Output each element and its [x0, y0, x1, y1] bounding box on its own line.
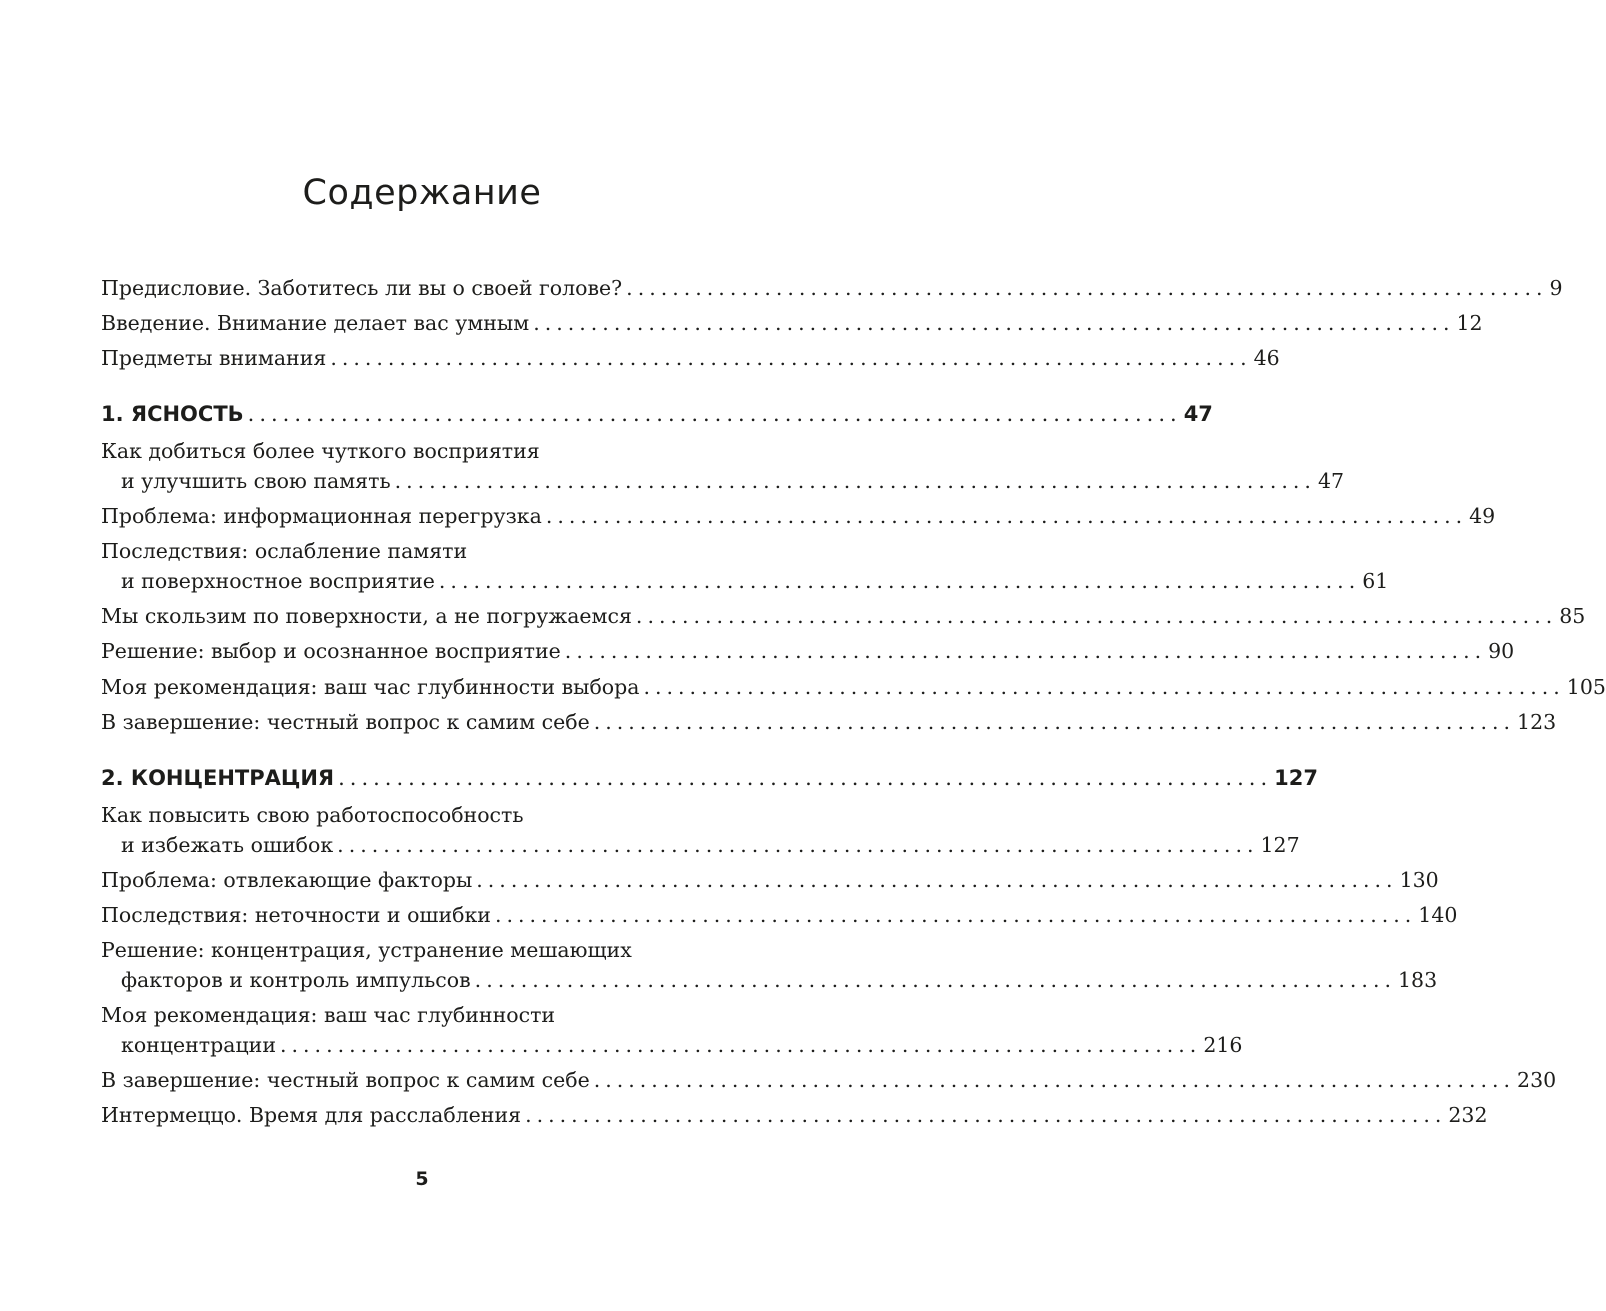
toc-entry-title-line1: Моя рекомендация: ваш час глубинности [101, 1003, 556, 1027]
dot-leader: ................................................................................ [338, 766, 1273, 790]
toc-entry-page: 85 [1559, 604, 1586, 628]
toc-entry-title: В завершение: честный вопрос к самим себе [101, 710, 590, 734]
dot-leader: ................................................................................ [247, 402, 1182, 426]
toc-entry-page: 230 [1517, 1068, 1557, 1092]
toc-entry-title: и улучшить свою память [121, 469, 391, 493]
dot-leader: ................................................................................ [330, 346, 1252, 370]
toc-entry-title: Проблема: информационная перегрузка [101, 504, 542, 528]
toc-entry-page: 49 [1469, 504, 1496, 528]
toc-entry [101, 436, 1345, 496]
dot-leader: ................................................................................ [337, 833, 1259, 857]
dot-leader: ................................................................................ [593, 710, 1516, 734]
toc-entry-page: 183 [1397, 968, 1438, 992]
toc-entry-title: и поверхностное восприятие [121, 569, 435, 593]
section-page: 127 [1274, 766, 1318, 790]
dot-leader: ................................................................................ [280, 1033, 1202, 1057]
toc-entry-page: 46 [1253, 346, 1280, 370]
toc-entry-title: Введение. Внимание делает вас умным [101, 311, 530, 335]
toc-entry-title: Предисловие. Заботитесь ли вы о своей голове? [101, 276, 623, 300]
toc-entry [101, 672, 1606, 702]
dot-leader: ................................................................................ [643, 675, 1565, 699]
section-title: 2. КОНЦЕНТРАЦИЯ [101, 766, 335, 790]
toc-entry-page: 232 [1448, 1103, 1488, 1127]
toc-entry-title: Проблема: отвлекающие факторы [101, 868, 473, 892]
toc-section-heading [101, 399, 1213, 429]
toc-entry [101, 865, 1439, 895]
toc-entry-page: 123 [1517, 710, 1557, 734]
toc-entry [101, 900, 1458, 930]
toc-entry-page: 105 [1566, 675, 1606, 699]
section-title: 1. ЯСНОСТЬ [101, 402, 244, 426]
toc-entry-title: концентрации [121, 1033, 276, 1057]
toc-entry-title: Моя рекомендация: ваш час глубинности выбора [101, 675, 640, 699]
toc-entry-page: 47 [1317, 469, 1345, 493]
toc-entry-page: 130 [1399, 868, 1439, 892]
dot-leader: ................................................................................ [438, 569, 1361, 593]
toc-entry-title-line1: Решение: концентрация, устранение мешающих [101, 938, 632, 962]
toc-entry-title: Решение: выбор и осознанное восприятие [101, 639, 561, 663]
dot-leader: ................................................................................ [564, 639, 1487, 663]
toc-entry-title: Интермеццо. Время для расслабления [101, 1103, 522, 1127]
toc-entry [101, 601, 1586, 631]
dot-leader: ................................................................................ [476, 868, 1398, 892]
toc-entry-title: Последствия: неточности и ошибки [101, 903, 491, 927]
toc-entry-title: и избежать ошибок [121, 833, 334, 857]
dot-leader: ................................................................................ [635, 604, 1558, 628]
page-title: Содержание [302, 173, 542, 213]
dot-leader: ................................................................................ [525, 1103, 1447, 1127]
dot-leader: ................................................................................ [593, 1068, 1516, 1092]
toc-entry-title: В завершение: честный вопрос к самим себе [101, 1068, 590, 1092]
dot-leader: ................................................................................ [474, 968, 1396, 992]
toc-entry [101, 935, 1438, 995]
dot-leader: ................................................................................ [533, 311, 1455, 335]
toc-entry [101, 800, 1300, 860]
toc-entry [101, 343, 1280, 373]
toc-entry [101, 1000, 1243, 1060]
toc-entry-page: 127 [1260, 833, 1300, 857]
dot-leader: ................................................................................ [545, 504, 1468, 528]
dot-leader: ................................................................................ [494, 903, 1417, 927]
toc-entry-title: Предметы внимания [101, 346, 327, 370]
toc-entry-title-line1: Последствия: ослабление памяти [101, 539, 468, 563]
toc-entry [101, 1100, 1488, 1130]
toc-entry [101, 1065, 1557, 1095]
toc-entry-page: 61 [1362, 569, 1389, 593]
toc-entry-title-line1: Как повысить свою работоспособность [101, 803, 524, 827]
toc-section-heading [101, 763, 1318, 793]
toc-entry-page: 140 [1418, 903, 1458, 927]
toc-entry [101, 501, 1496, 531]
page-number: 5 [415, 1168, 429, 1190]
toc-entry-page: 90 [1488, 639, 1515, 663]
toc-entry [101, 308, 1483, 338]
toc-entry-title-line1: Как добиться более чуткого восприятия [101, 439, 540, 463]
toc-entry-page: 9 [1549, 276, 1563, 300]
toc-entry-page: 216 [1203, 1033, 1243, 1057]
toc-entry-page: 12 [1456, 311, 1483, 335]
toc-entry [101, 273, 1563, 303]
toc-entry [101, 536, 1389, 596]
section-page: 47 [1183, 402, 1213, 426]
dot-leader: ................................................................................ [394, 469, 1316, 493]
dot-leader: ................................................................................ [626, 276, 1548, 300]
toc-entry [101, 707, 1557, 737]
toc-entry-title: Мы скользим по поверхности, а не погружаемся [101, 604, 632, 628]
toc-entry [101, 636, 1515, 666]
toc-entry-title: факторов и контроль импульсов [121, 968, 471, 992]
